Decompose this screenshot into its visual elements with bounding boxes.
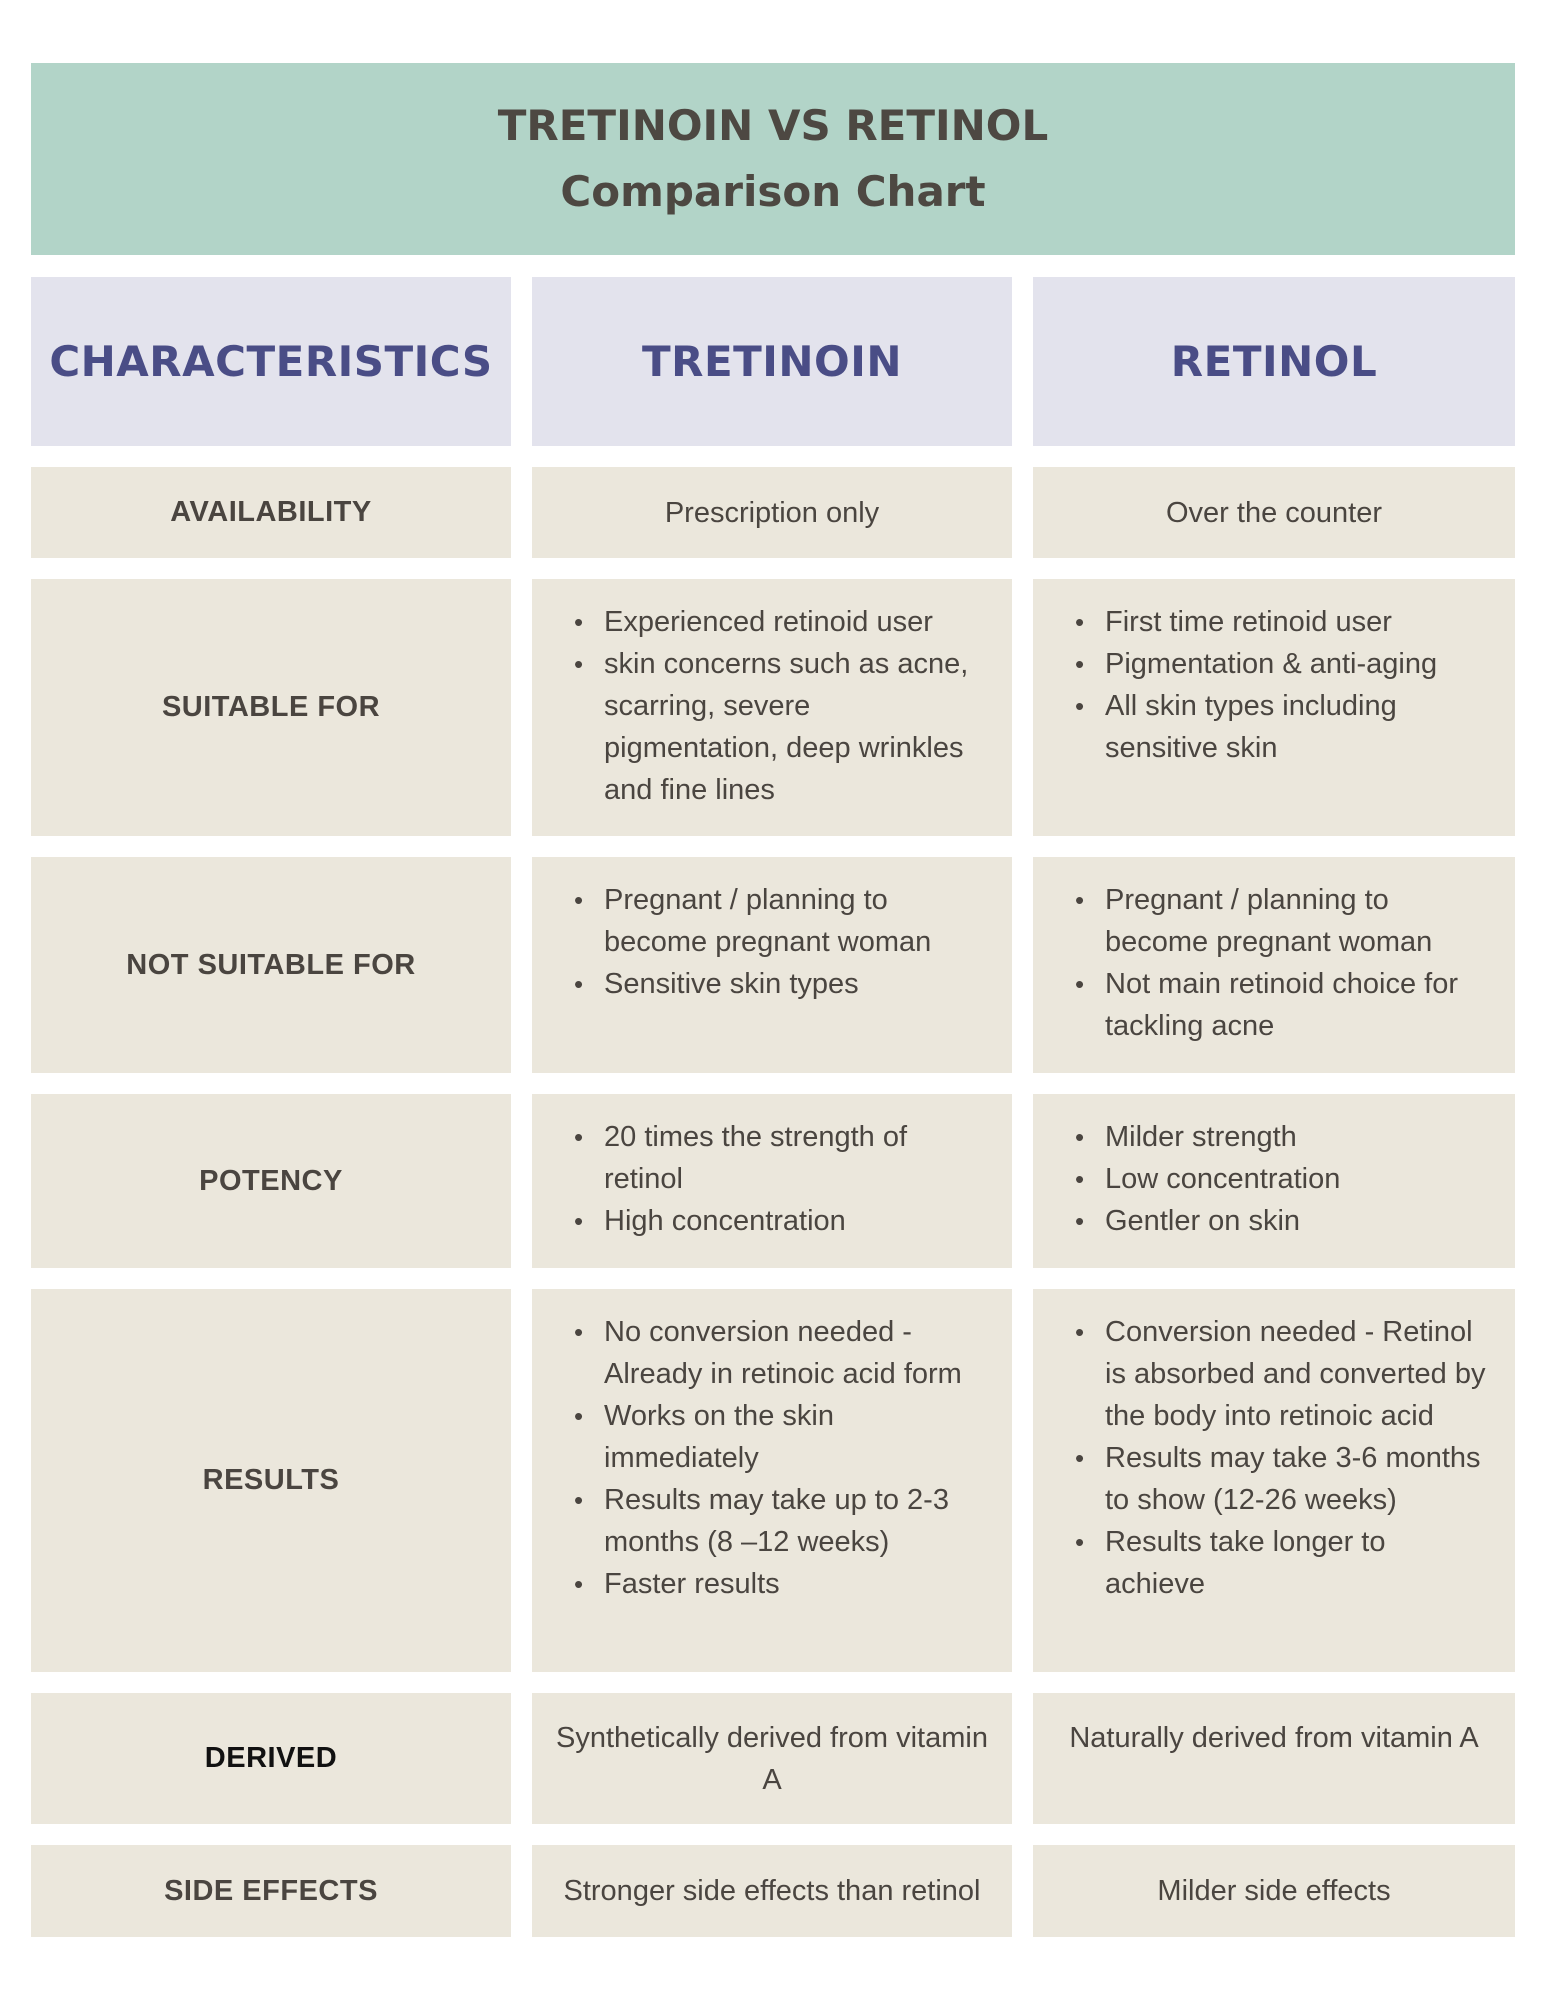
list-item: • Results take longer to achieve: [1071, 1521, 1493, 1605]
row-not-suitable-label-cell: [31, 857, 511, 1073]
list-item: • Low concentration: [1071, 1158, 1493, 1200]
row-side-effects-tretinoin: [532, 1845, 1012, 1937]
row-results-label: RESULTS: [202, 1464, 340, 1496]
list-item: • Pregnant / planning to become pregnant woman: [570, 879, 990, 963]
row-availability-retinol: [1033, 467, 1515, 558]
row-availability-label-cell: [31, 467, 511, 558]
side-effects-retinol-text: Milder side effects: [1157, 1875, 1391, 1907]
list-item: • First time retinoid user: [1071, 601, 1493, 643]
list-item: • Results may take 3-6 months to show (12-26 weeks): [1071, 1437, 1493, 1521]
list-item: • Works on the skin immediately: [570, 1395, 990, 1479]
results-retinol-list: [1033, 1311, 1515, 1605]
availability-retinol-text: Over the counter: [1166, 496, 1382, 529]
availability-tretinoin-text: Prescription only: [664, 496, 880, 529]
potency-retinol-list: [1033, 1116, 1515, 1242]
not-suitable-tretinoin-list: [532, 879, 1012, 1005]
row-potency-tretinoin: [532, 1094, 1012, 1268]
row-derived-retinol: [1033, 1693, 1515, 1824]
row-derived-label: DERIVED: [204, 1742, 338, 1774]
suitable-tretinoin-list: [532, 601, 1012, 811]
list-item: • Sensitive skin types: [570, 963, 990, 1005]
list-item: • High concentration: [570, 1200, 990, 1242]
row-not-suitable-tretinoin: [532, 857, 1012, 1073]
title-line-2: Comparison Chart: [560, 167, 986, 216]
row-side-effects-retinol: [1033, 1845, 1515, 1937]
title-line-1: TRETINOIN VS RETINOL: [497, 101, 1049, 150]
list-item: • Milder strength: [1071, 1116, 1493, 1158]
suitable-retinol-list: [1033, 601, 1515, 769]
list-item: • Not main retinoid choice for tackling acne: [1071, 963, 1493, 1047]
header-retinol-label: RETINOL: [1170, 337, 1378, 386]
list-item: • Pigmentation & anti-aging: [1071, 643, 1493, 685]
list-item: • skin concerns such as acne, scarring, severe pigmentation, deep wrinkles and fine lines: [570, 643, 990, 811]
row-potency-retinol: [1033, 1094, 1515, 1268]
list-item: • No conversion needed - Already in retinoic acid form: [570, 1311, 990, 1395]
row-suitable-label-cell: [31, 579, 511, 836]
list-item: • Faster results: [570, 1563, 990, 1605]
list-item: • All skin types including sensitive skin: [1071, 685, 1493, 769]
results-tretinoin-list: [532, 1311, 1012, 1605]
title-banner: [31, 63, 1515, 255]
list-item: • Results may take up to 2-3 months (8 –12 weeks): [570, 1479, 990, 1563]
list-item: • Experienced retinoid user: [570, 601, 990, 643]
row-potency-label: POTENCY: [199, 1164, 343, 1197]
row-suitable-label: SUITABLE FOR: [161, 691, 381, 723]
list-item: • Gentler on skin: [1071, 1200, 1493, 1242]
row-side-effects-label-cell: [31, 1845, 511, 1937]
row-not-suitable-label: NOT SUITABLE FOR: [126, 948, 416, 981]
row-suitable-retinol: [1033, 579, 1515, 836]
row-results-tretinoin: [532, 1289, 1012, 1672]
row-availability-label: AVAILABILITY: [170, 496, 372, 528]
side-effects-tretinoin-text: Stronger side effects than retinol: [563, 1875, 981, 1907]
row-not-suitable-retinol: [1033, 857, 1515, 1073]
list-item: • Conversion needed - Retinol is absorbed and converted by the body into retinoic acid: [1071, 1311, 1493, 1437]
header-retinol: [1033, 277, 1515, 446]
list-item: • Pregnant / planning to become pregnant woman: [1071, 879, 1493, 963]
row-derived-label-cell: [31, 1693, 511, 1824]
header-characteristics-label: CHARACTERISTICS: [49, 337, 493, 386]
row-results-retinol: [1033, 1289, 1515, 1672]
row-potency-label-cell: [31, 1094, 511, 1268]
not-suitable-retinol-list: [1033, 879, 1515, 1047]
row-derived-tretinoin: [532, 1693, 1012, 1824]
potency-tretinoin-list: [532, 1116, 1012, 1242]
derived-retinol-text: Naturally derived from vitamin A: [1069, 1722, 1479, 1754]
row-side-effects-label: SIDE EFFECTS: [164, 1874, 378, 1907]
row-availability-tretinoin: [532, 467, 1012, 558]
derived-tretinoin-text: Synthetically derived from vitamin A: [556, 1722, 988, 1796]
row-suitable-tretinoin: [532, 579, 1012, 836]
header-tretinoin: [532, 277, 1012, 446]
row-results-label-cell: [31, 1289, 511, 1672]
list-item: • 20 times the strength of retinol: [570, 1116, 990, 1200]
header-characteristics: [31, 277, 511, 446]
header-tretinoin-label: TRETINOIN: [641, 337, 903, 386]
